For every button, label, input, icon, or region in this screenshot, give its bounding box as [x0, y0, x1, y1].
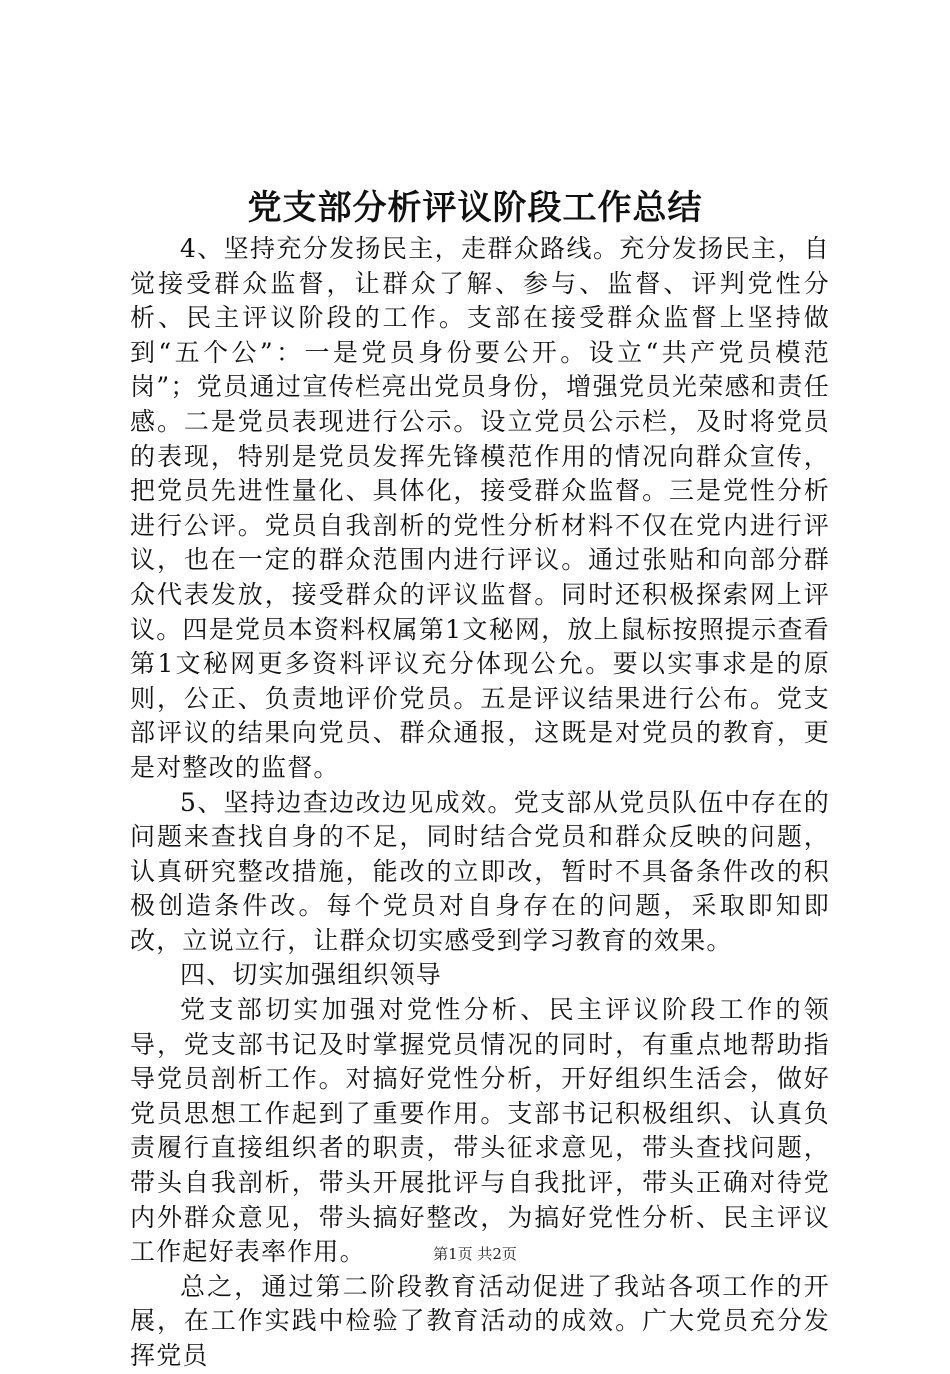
- page-number-footer: 第1页 共2页: [433, 1245, 517, 1263]
- paragraph-summary: 总之，通过第二阶段教育活动促进了我站各项工作的开展，在工作实践中检验了教育活动的成效。广大党员充分发挥党员: [130, 1271, 830, 1370]
- paragraph-point-5: 5、坚持边查边改边见成效。党支部从党员队伍中存在的问题来查找自身的不足，同时结合党员和群众反映的问题，认真研究整改措施，能改的立即改，暂时不具备条件改的积极创造条件改。每个党员对自身存在的问题，采取即知即改，立说立行，让群众切实感受到学习教育的效果。: [130, 787, 830, 955]
- paragraph-leadership: 党支部切实加强对党性分析、民主评议阶段工作的领导，党支部书记及时掌握党员情况的同时，有重点地帮助指导党员剖析工作。对搞好党性分析，开好组织生活会，做好党员思想工作起到了重要作用。支部书记积极组织、认真负责履行直接组织者的职责，带头征求意见，带头查找问题，带头自我剖析，带头开展批评与自我批评，带头正确对待党内外群众意见，带头搞好整改，为搞好党性分析、民主评议工作起好表率作用。: [130, 995, 830, 1267]
- document-title: 党支部分析评议阶段工作总结: [247, 188, 703, 228]
- document-body: [130, 232, 830, 1374]
- section-heading-4: 四、切实加强组织领导: [180, 960, 443, 990]
- paragraph-point-4: 4、坚持充分发扬民主，走群众路线。充分发扬民主，自觉接受群众监督，让群众了解、参与、监督、评判党性分析、民主评议阶段的工作。支部在接受群众监督上坚持做到“五个公”：一是党员身份要公开。设立“共产党员模范岗”；党员通过宣传栏亮出党员身份，增强党员光荣感和责任感。二是党员表现进行公示。设立党员公示栏，及时将党员的表现，特别是党员发挥先锋模范作用的情况向群众宣传，把党员先进性量化、具体化，接受群众监督。三是党性分析进行公评。党员自我剖析的党性分析材料不仅在党内进行评议，也在一定的群众范围内进行评议。通过张贴和向部分群众代表发放，接受群众的评议监督。同时还积极探索网上评议。四是党员本资料权属第1文秘网，放上鼠标按照提示查看第1文秘网更多资料评议充分体现公允。要以实事求是的原则，公正、负责地评价党员。五是评议结果进行公布。党支部评议的结果向党员、群众通报，这既是对党员的教育，更是对整改的监督。: [130, 234, 830, 782]
